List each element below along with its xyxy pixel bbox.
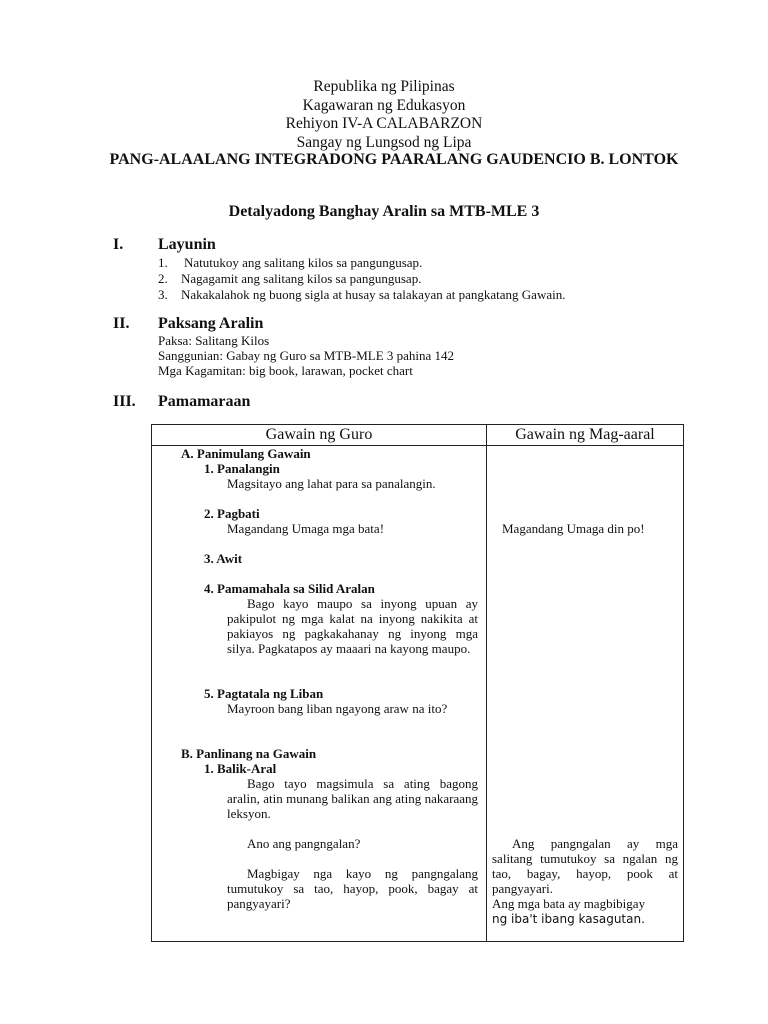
examples-response-line: Ang mga bata ay magbibigay <box>492 896 646 911</box>
section-two-number: II. <box>113 315 130 332</box>
country-line: Republika ng Pilipinas <box>313 78 455 95</box>
department-line: Kagawaran ng Edukasyon <box>302 96 466 114</box>
prayer-text: Magsitayo ang lahat para sa panalangin. <box>227 476 436 491</box>
school-name: PANG-ALAALANG INTEGRADONG PAARALANG GAUDENCIO B. LONTOK <box>109 151 679 168</box>
section-one-number: I. <box>113 236 124 253</box>
teacher-activity-header: Gawain ng Guro <box>265 426 373 443</box>
greeting-heading: 2. Pagbati <box>204 506 260 521</box>
subject-line: Paksa: Salitang Kilos <box>158 333 270 348</box>
attendance-heading: 5. Pagtatala ng Liban <box>204 686 324 701</box>
objective-item: Nakakalahok ng buong sigla at husay sa talakayan at pangkatang Gawain. <box>181 287 566 302</box>
greeting-response: Magandang Umaga din po! <box>502 521 645 536</box>
section-three-number: III. <box>113 393 136 410</box>
review-question-examples: Magbigay nga kayo ng pangngalang tumutukoy sa tao, hayop, pook, bagay at pangyayari? <box>227 866 478 911</box>
review-question-noun: Ano ang pangngalan? <box>247 836 361 851</box>
objective-item: Nagagamit ang salitang kilos sa pangungusap. <box>181 271 422 286</box>
noun-definition-response: Ang pangngalan ay mga salitang tumutukoy sa ngalan ng tao, bagay, hayop, pook at pangyayari. <box>492 836 678 896</box>
developmental-activity-heading: B. Panlinang na Gawain <box>181 746 317 761</box>
section-two-title: Paksang Aralin <box>158 315 264 332</box>
review-heading: 1. Balik-Aral <box>204 761 277 776</box>
objective-number: 3. <box>158 287 168 302</box>
procedure-table <box>151 424 684 942</box>
objective-number: 2. <box>158 271 168 286</box>
reference-line: Sanggunian: Gabay ng Guro sa MTB-MLE 3 pahina 142 <box>158 348 455 363</box>
region-line: Rehiyon IV-A CALABARZON <box>285 115 483 132</box>
objective-item: Natutukoy ang salitang kilos sa pangungusap. <box>184 255 423 270</box>
classroom-management-heading: 4. Pamamahala sa Silid Aralan <box>204 581 375 596</box>
section-three-title: Pamamaraan <box>158 393 251 410</box>
prayer-heading: 1. Panalangin <box>204 461 280 476</box>
examples-response-line: ng iba't ibang kasagutan. <box>492 912 645 926</box>
section-one-title: Layunin <box>158 236 216 253</box>
division-line: Sangay ng Lungsod ng Lipa <box>296 133 472 151</box>
materials-line: Mga Kagamitan: big book, larawan, pocket chart <box>158 363 413 378</box>
attendance-text: Mayroon bang liban ngayong araw na ito? <box>227 701 448 716</box>
greeting-text: Magandang Umaga mga bata! <box>227 521 385 536</box>
document-title: Detalyadong Banghay Aralin sa MTB-MLE 3 <box>228 203 540 220</box>
student-activity-header: Gawain ng Mag-aaral <box>515 426 655 443</box>
objective-number: 1. <box>158 255 168 270</box>
letterhead <box>0 78 768 152</box>
column-divider <box>486 425 487 941</box>
preliminary-activity-heading: A. Panimulang Gawain <box>181 446 311 461</box>
classroom-management-text: Bago kayo maupo sa inyong upuan ay pakipulot ng mga kalat na inyong nakikita at pakiayos ng pagkakahanay ng inyong mga silya. Pagkatapos ay maaari na kayong maupo. <box>227 596 478 656</box>
review-text: Bago tayo magsimula sa ating bagong aralin, atin munang balikan ang ating nakaraang leksyon. <box>227 776 478 821</box>
song-heading: 3. Awit <box>204 551 243 566</box>
